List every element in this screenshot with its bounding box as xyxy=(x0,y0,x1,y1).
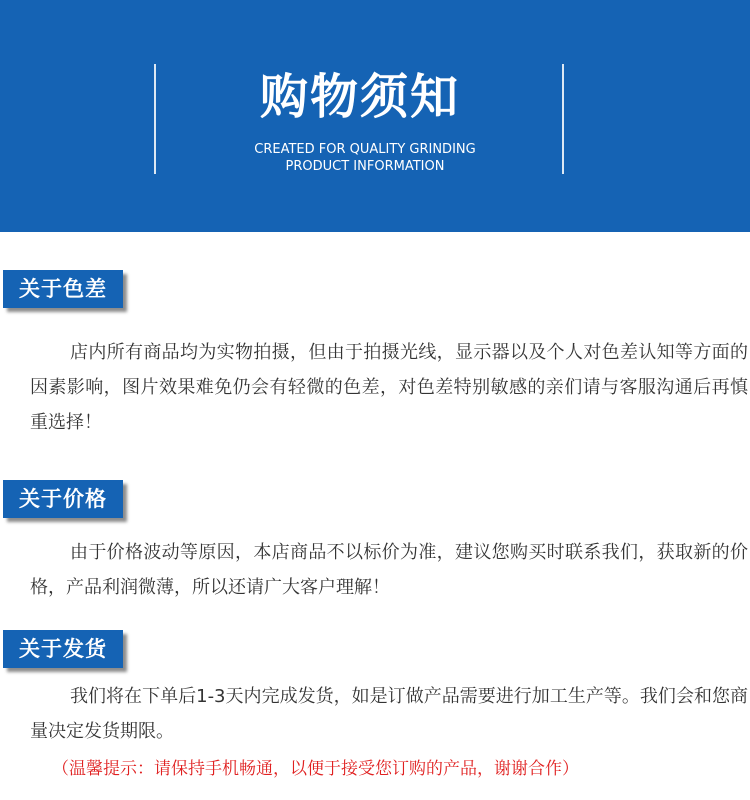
section-heading-price: 关于价格 xyxy=(3,480,123,518)
banner-subtitle-line1: CREATED FOR QUALITY GRINDING xyxy=(254,142,476,157)
section-heading-shipping: 关于发货 xyxy=(3,630,123,668)
header-banner xyxy=(0,0,750,232)
section-text-shipping: 我们将在下单后1-3天内完成发货，如是订做产品需要进行加工生产等。我们会和您商量决定发货期限。 xyxy=(30,686,748,742)
warm-reminder-notice: （温馨提示：请保持手机畅通，以便于接受您订购的产品，谢谢合作） xyxy=(52,759,579,779)
section-text-price: 由于价格波动等原因，本店商品不以标价为准，建议您购买时联系我们，获取新的价格，产品利润微薄，所以还请广大客户理解！ xyxy=(30,542,748,598)
page-title: 购物须知 xyxy=(259,69,460,125)
banner-subtitle-line2: PRODUCT INFORMATION xyxy=(285,159,445,174)
section-heading-color-difference: 关于色差 xyxy=(3,270,123,308)
section-text-color-difference: 店内所有商品均为实物拍摄，但由于拍摄光线，显示器以及个人对色差认知等方面的因素影响，图片效果难免仍会有轻微的色差，对色差特别敏感的亲们请与客服沟通后再慎重选择！ xyxy=(30,342,748,433)
